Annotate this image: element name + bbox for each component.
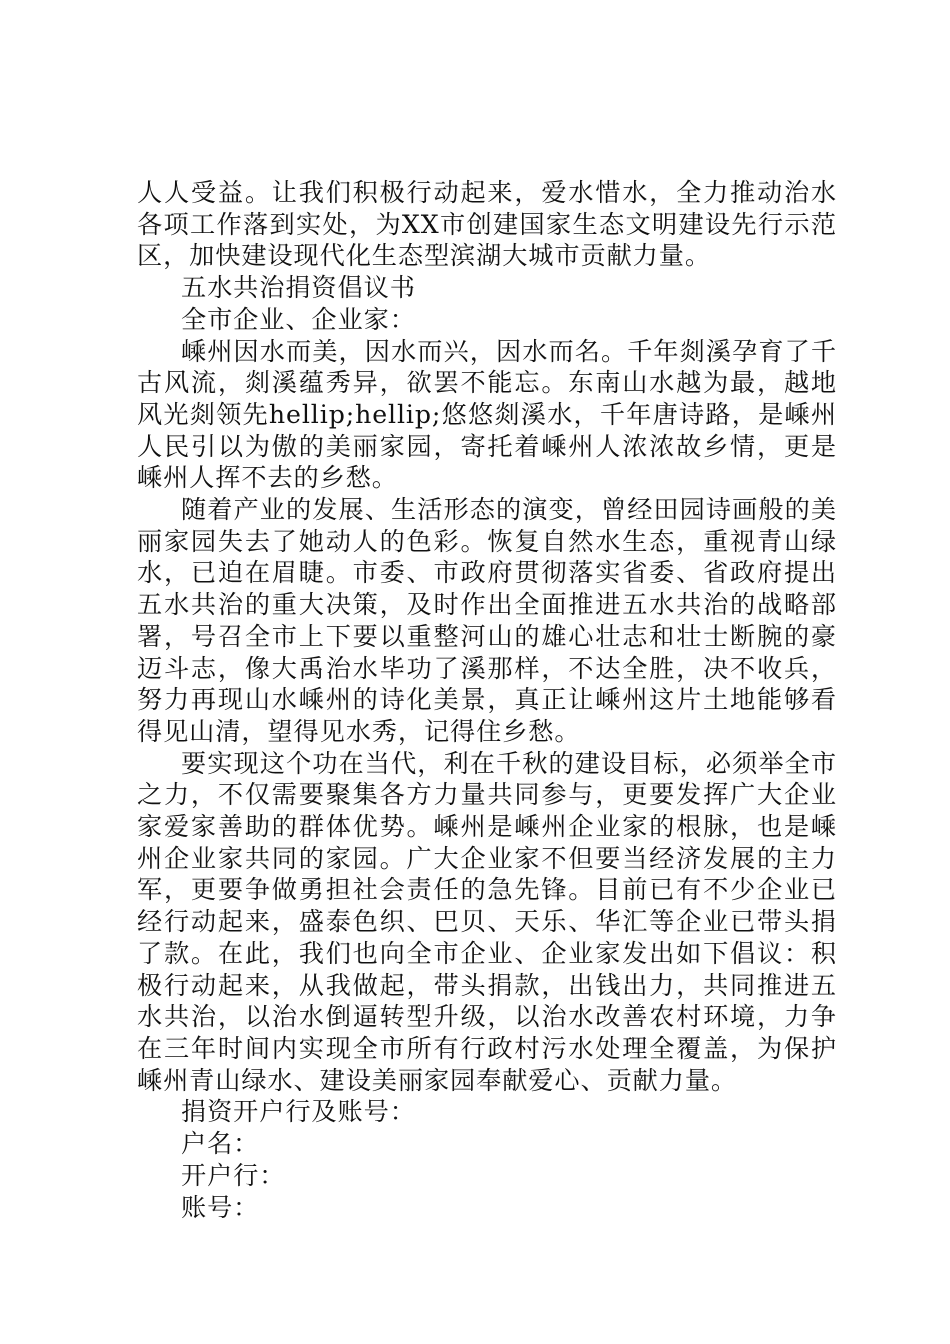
paragraph-background: 随着产业的发展、生活形态的演变，曾经田园诗画般的美丽家园失去了她动人的色彩。恢复自然水生态，重视青山绿水，已迫在眉睫。市委、市政府贯彻落实省委、省政府提出五水共治的重大决策，及时作出全面推进五水共治的战略部署，号召全市上下要以重整河山的雄心壮志和壮士断腕的豪迈斗志，像大禹治水毕功了溪那样，不达全胜，决不收兵，努力再现山水嵊州的诗化美景，真正让嵊州这片土地能够看得见山清，望得见水秀，记得住乡愁。: [137, 495, 837, 746]
section-title: 五水共治捐资倡议书: [181, 273, 416, 303]
paragraph-history: 嵊州因水而美，因水而兴，因水而名。千年剡溪孕育了千古风流，剡溪蕴秀异，欲罢不能忘。东南山水越为最，越地风光剡领先hellip;hellip;悠悠剡溪水，千年唐诗路，是嵊州人民引以为傲的美丽家园，寄托着嵊州人浓浓故乡情，更是嵊州人挥不去的乡愁。: [137, 336, 837, 493]
paragraph-appeal: 要实现这个功在当代，利在千秋的建设目标，必须举全市之力，不仅需要聚集各方力量共同参与，更要发挥广大企业家爱家善助的群体优势。嵊州是嵊州企业家的根脉，也是嵊州企业家共同的家园。广大企业家不但要当经济发展的主力军，更要争做勇担社会责任的急先锋。目前已有不少企业已经行动起来，盛泰色织、巴贝、天乐、华汇等企业已带头捐了款。在此，我们也向全市企业、企业家发出如下倡议：积极行动起来，从我做起，带头捐款，出钱出力，共同推进五水共治，以治水倒逼转型升级，以治水改善农村环境，力争在三年时间内实现全市所有行政村污水处理全覆盖，为保护嵊州青山绿水、建设美丽家园奉献爱心、贡献力量。: [137, 748, 837, 1095]
paragraph-intro-tail: 人人受益。让我们积极行动起来，爱水惜水，全力推动治水各项工作落到实处，为XX市创建国家生态文明建设先行示范区，加快建设现代化生态型滨湖大城市贡献力量。: [137, 178, 837, 271]
account-name-label: 户名：: [181, 1129, 260, 1159]
account-number-label: 账号：: [181, 1192, 260, 1222]
bank-info-heading: 捐资开户行及账号：: [181, 1097, 416, 1127]
bank-label: 开户行：: [181, 1160, 286, 1190]
document-body: [137, 177, 837, 1223]
salutation: 全市企业、企业家：: [181, 304, 416, 334]
